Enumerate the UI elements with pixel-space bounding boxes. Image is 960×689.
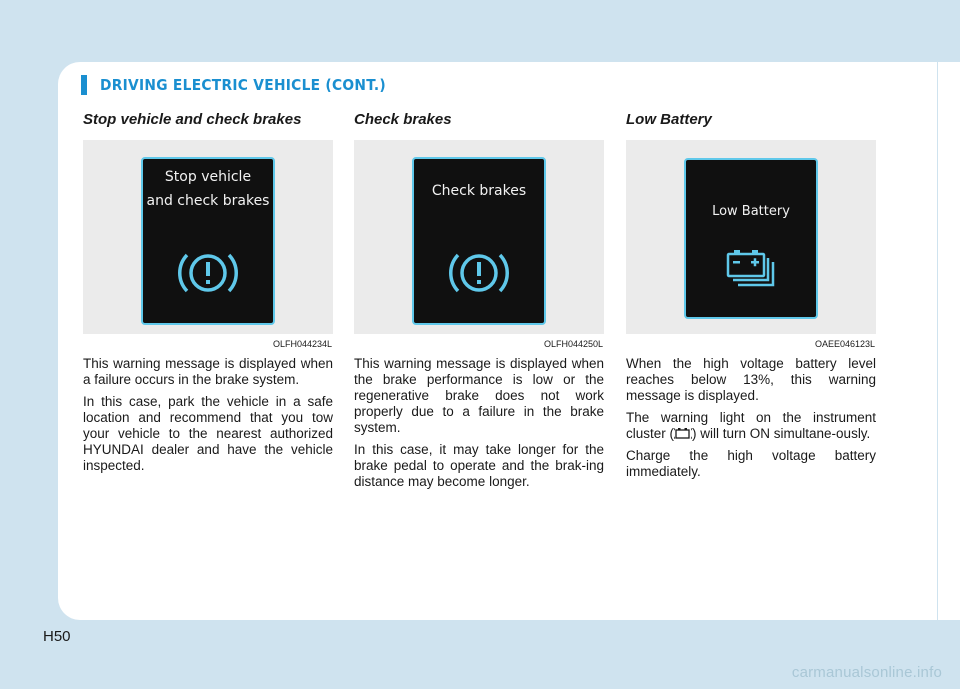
- display-message-line-2: and check brakes: [146, 193, 270, 209]
- cluster-display: [141, 157, 275, 325]
- paragraph-part: The warning light on the instrument cluster (: [626, 410, 876, 441]
- section-stop-vehicle: [83, 110, 333, 480]
- figure-code: OAEE046123L: [812, 338, 875, 350]
- panel-divider: [937, 62, 938, 620]
- section-low-battery: [626, 110, 876, 486]
- display-message-line-1: Check brakes: [431, 183, 527, 199]
- section-body: [354, 356, 604, 490]
- figure-stop-vehicle: [83, 140, 333, 349]
- section-header-title: DRIVING ELECTRIC VEHICLE (CONT.): [100, 76, 386, 94]
- section-check-brakes: [354, 110, 604, 496]
- paragraph: Charge the high voltage battery immediately.: [626, 448, 876, 479]
- cluster-display: [684, 158, 818, 319]
- paragraph: In this case, park the vehicle in a safe location and recommend that you tow your vehicle to the nearest authorized HYUNDAI dealer and have the vehicle inspected.: [83, 394, 333, 473]
- section-title: Stop vehicle and check brakes: [83, 111, 302, 128]
- section-body: [83, 356, 333, 474]
- paragraph: In this case, it may take longer for the brake pedal to operate and the brak-ing distance may become longer.: [354, 442, 604, 489]
- section-title: Check brakes: [354, 111, 452, 128]
- watermark: carmanualsonline.info: [791, 664, 942, 681]
- page-number: H50: [43, 628, 71, 645]
- paragraph-part: ) will turn ON simultane-ously.: [692, 426, 871, 441]
- paragraph: This warning message is displayed when a failure occurs in the brake system.: [83, 356, 333, 387]
- battery-icon: [725, 248, 777, 288]
- battery-warning-icon: [674, 427, 692, 440]
- brake-warning-icon: [446, 243, 512, 303]
- paragraph: [626, 410, 876, 442]
- cluster-display: [412, 157, 546, 325]
- figure-code: OLFH044234L: [270, 338, 332, 350]
- paragraph: This warning message is displayed when the brake performance is low or the regenerative brake does not work properly due to a failure in the brake system.: [354, 356, 604, 435]
- brake-warning-icon: [175, 243, 241, 303]
- figure-code: OLFH044250L: [541, 338, 603, 350]
- figure-check-brakes: [354, 140, 604, 349]
- figure-low-battery: [626, 140, 876, 349]
- section-title: Low Battery: [626, 111, 712, 128]
- header-accent-bar: [81, 75, 87, 95]
- section-body: [626, 356, 876, 480]
- display-message-line-1: Stop vehicle: [164, 169, 252, 185]
- paragraph: When the high voltage battery level reaches below 13%, this warning message is displayed.: [626, 356, 876, 403]
- display-message-line-1: Low Battery: [712, 204, 790, 219]
